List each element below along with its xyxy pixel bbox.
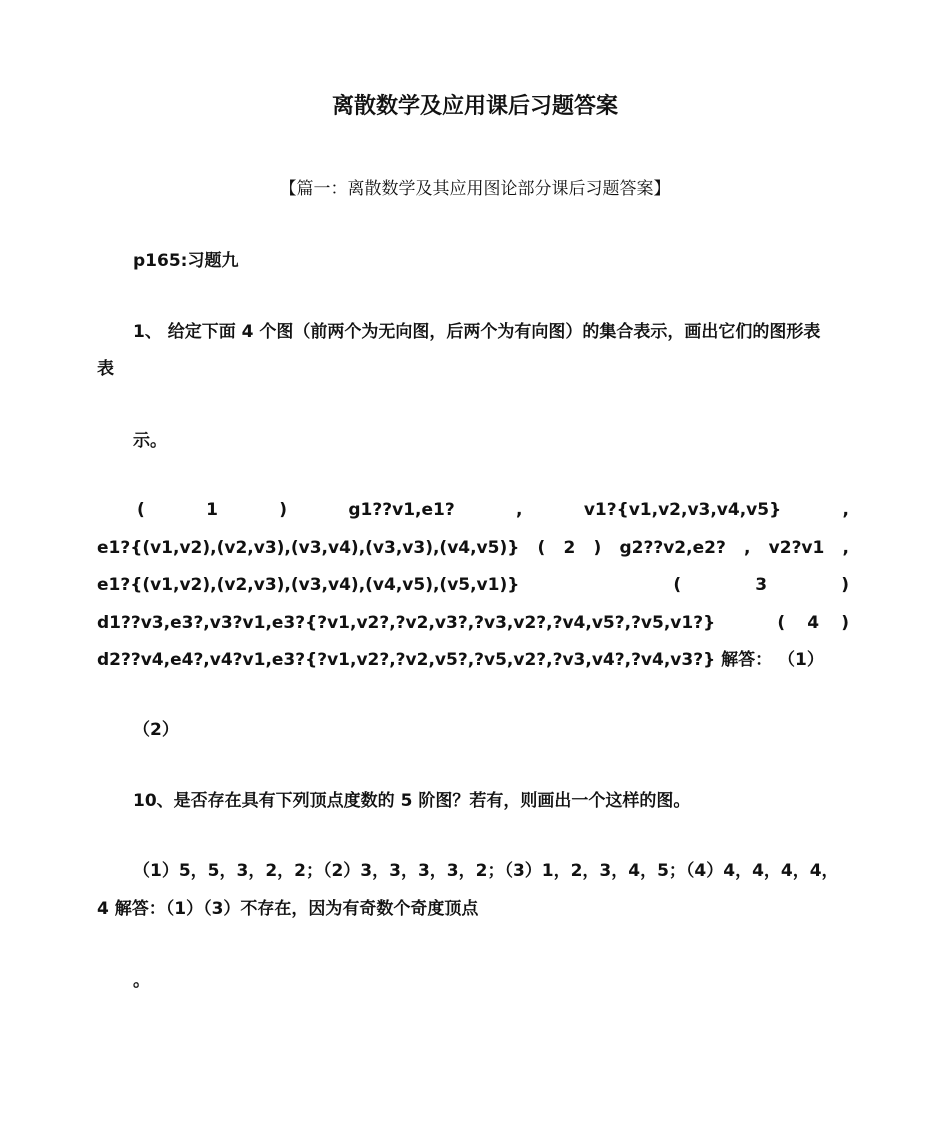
q1-set-row2 <box>97 537 849 559</box>
set-token: ( <box>777 613 786 633</box>
set-token: g1??v1,e1? <box>348 500 455 520</box>
set-token: v1?{v1,v2,v3,v4,v5} <box>583 500 782 520</box>
section-heading: p165:习题九 <box>133 251 239 271</box>
q10-tail: 。 <box>133 971 150 991</box>
q1-answer-2: （2） <box>133 720 179 740</box>
set-token: , <box>744 538 751 558</box>
set-token: d1??v3,e3?,v3?v1,e3?{?v1,v2?,?v2,v3?,?v3,v2?,?v4,v5?,?v5,v1?} <box>97 613 716 633</box>
q1-text-line1-wrap <box>97 358 114 380</box>
set-token: v2?v1 <box>768 538 825 558</box>
set-token: 3 <box>755 575 768 595</box>
q1-wrap-char: 表 <box>97 359 114 379</box>
page-title: 离散数学及应用课后习题答案 <box>331 94 618 119</box>
set-token: e1?{(v1,v2),(v2,v3),(v3,v4),(v4,v5),(v5,v1)} <box>97 575 520 595</box>
page-subtitle: 【篇一：离散数学及其应用图论部分课后习题答案】 <box>279 179 671 199</box>
set-token: , <box>516 500 523 520</box>
set-token: 1 <box>206 500 218 520</box>
set-token: g2??v2,e2? <box>619 538 726 558</box>
q1-set-row1 <box>97 499 849 521</box>
set-token: ) <box>279 500 288 520</box>
q10-answer: 4 解答：（1）（3）不存在，因为有奇数个奇度顶点 <box>97 899 479 919</box>
set-token: 4 <box>807 613 820 633</box>
set-token: ( <box>137 500 145 520</box>
set-token: ) <box>841 575 849 595</box>
set-token: ) <box>841 613 849 633</box>
q1-text-line2: 示。 <box>133 431 167 451</box>
q10-degrees: （1）5，5，3，2，2；（2）3，3，3，3，2；（3）1，2，3，4，5；（4）4，4，4，4， <box>133 861 839 881</box>
set-token: 2 <box>563 538 576 558</box>
set-token: ) <box>593 538 602 558</box>
q10-question: 10、是否存在具有下列顶点度数的 5 阶图？若有，则画出一个这样的图。 <box>133 791 691 811</box>
q1-text-line1: 1、 给定下面 4 个图（前两个为无向图，后两个为有向图）的集合表示，画出它们的图形表 <box>133 322 821 342</box>
q1-set-row4 <box>97 612 849 634</box>
q1-set-row5: d2??v4,e4?,v4?v1,e3?{?v1,v2?,?v2,v5?,?v5,v2?,?v3,v4?,?v4,v3?} 解答： （1） <box>97 650 824 670</box>
set-token: ( <box>673 575 682 595</box>
set-token: e1?{(v1,v2),(v2,v3),(v3,v4),(v3,v3),(v4,v5)} <box>97 538 520 558</box>
q1-set-row3 <box>97 574 849 596</box>
set-token: ( <box>537 538 546 558</box>
set-token: , <box>842 500 849 520</box>
set-token: , <box>842 538 849 558</box>
